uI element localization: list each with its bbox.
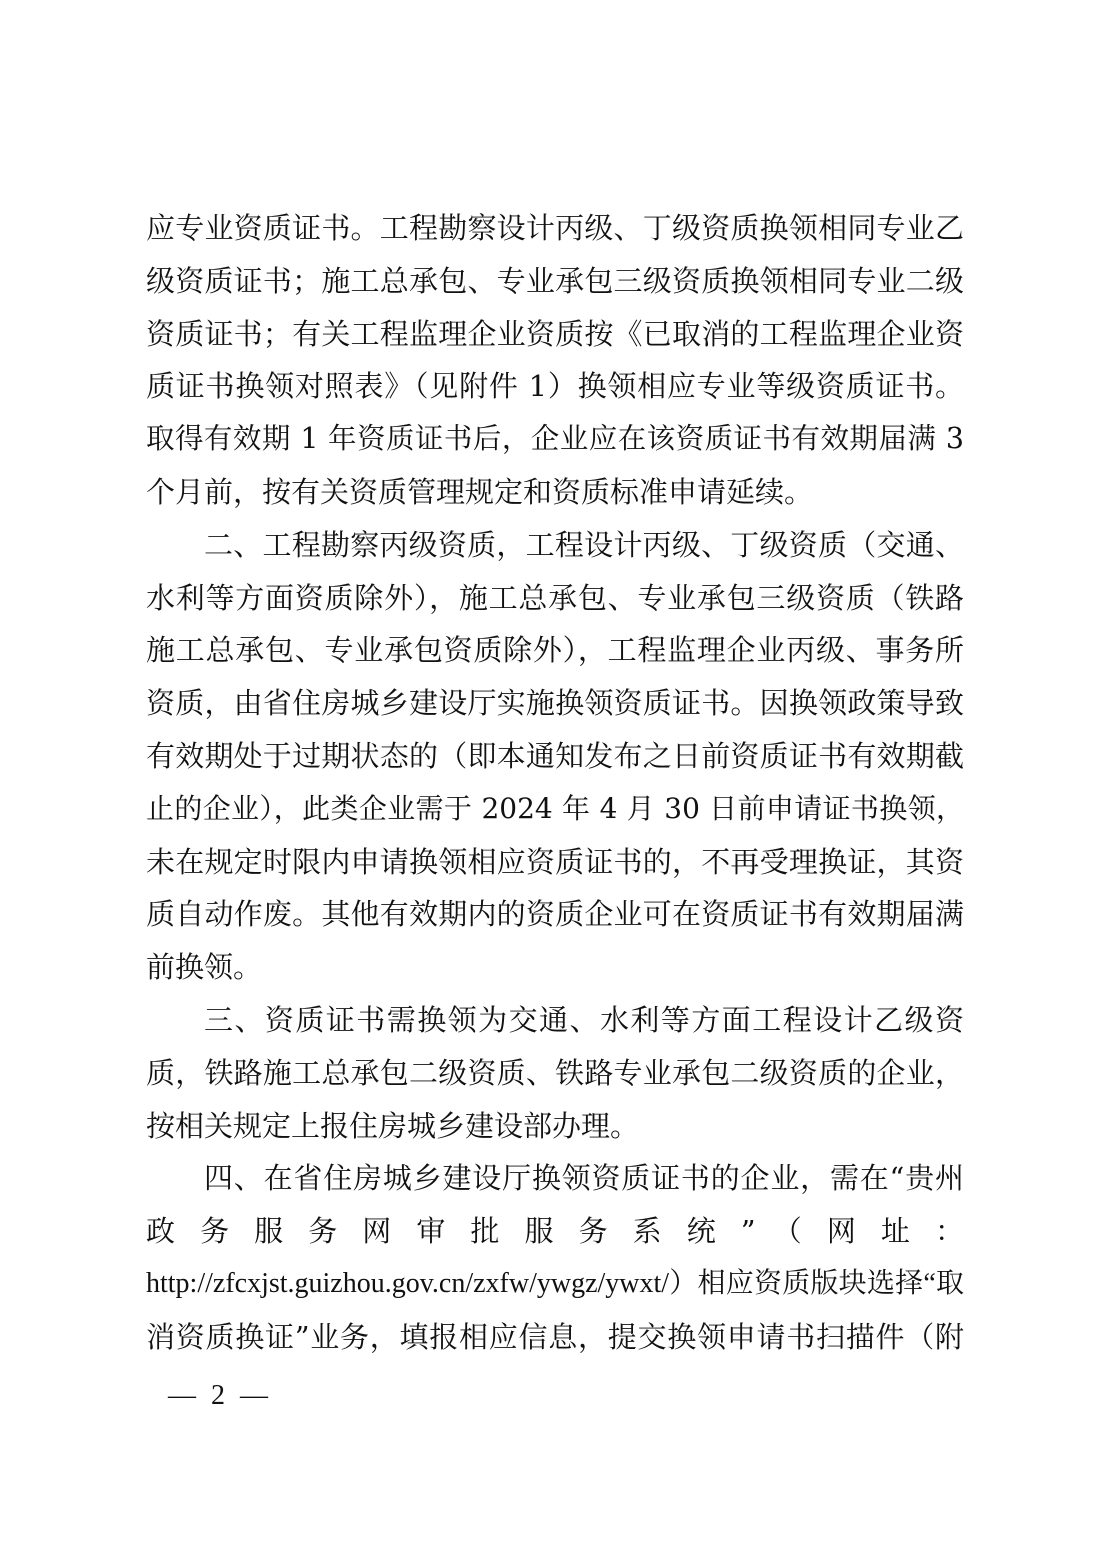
text-line: 按相关规定上报住房城乡建设部办理。 [146,1108,640,1143]
text-line: 政 务 服 务 网 审 批 服 务 系 统 ” （ 网 址 ： [146,1214,964,1249]
url-line: http://zfcxjst.guizhou.gov.cn/zxfw/ywgz/ywxt/）相应资质版块选择“取 [146,1267,964,1299]
document-body [146,202,964,1364]
text-line: 有效期处于过期状态的（即本通知发布之日前资质证书有效期截 [146,738,964,773]
section-three-heading-line: 三、资质证书需换领为交通、水利等方面工程设计乙级资 [204,1002,964,1037]
text-line: 止的企业），此类企业需于 2024 年 4 月 30 日前申请证书换领， [146,791,964,825]
text-line: 施工总承包、专业承包资质除外），工程监理企业丙级、事务所 [146,633,964,668]
text-line: 应专业资质证书。工程勘察设计丙级、丁级资质换领相同专业乙 [146,211,964,245]
text-line: 个月前，按有关资质管理规定和资质标准申请延续。 [146,474,814,509]
text-line: 未在规定时限内申请换领相应资质证书的，不再受理换证，其资 [146,844,964,879]
text-line: 质自动作废。其他有效期内的资质企业可在资质证书有效期届满 [146,897,964,932]
text-line: 前换领。 [146,950,263,985]
text-line: 取得有效期 1 年资质证书后，企业应在该资质证书有效期届满 3 [146,422,964,456]
text-line: 质，铁路施工总承包二级资质、铁路专业承包二级资质的企业， [146,1055,964,1090]
text-line: 质证书换领对照表》（见附件 1）换领相应专业等级资质证书。 [146,369,964,404]
section-two-heading-line: 二、工程勘察丙级资质，工程设计丙级、丁级资质（交通、 [204,527,964,562]
text-line: 资质证书；有关工程监理企业资质按《已取消的工程监理企业资 [146,316,964,351]
text-line: 级资质证书；施工总承包、专业承包三级资质换领相同专业二级 [146,263,964,298]
text-line: 水利等方面资质除外），施工总承包、专业承包三级资质（铁路 [146,580,964,615]
section-four-heading-line: 四、在省住房城乡建设厅换领资质证书的企业，需在“贵州 [204,1161,964,1196]
text-line: 资质，由省住房城乡建设厅实施换领资质证书。因换领政策导致 [146,686,964,721]
text-line: 消资质换证”业务，填报相应信息，提交换领申请书扫描件（附 [146,1319,964,1354]
page-number: — 2 — [168,1380,272,1411]
